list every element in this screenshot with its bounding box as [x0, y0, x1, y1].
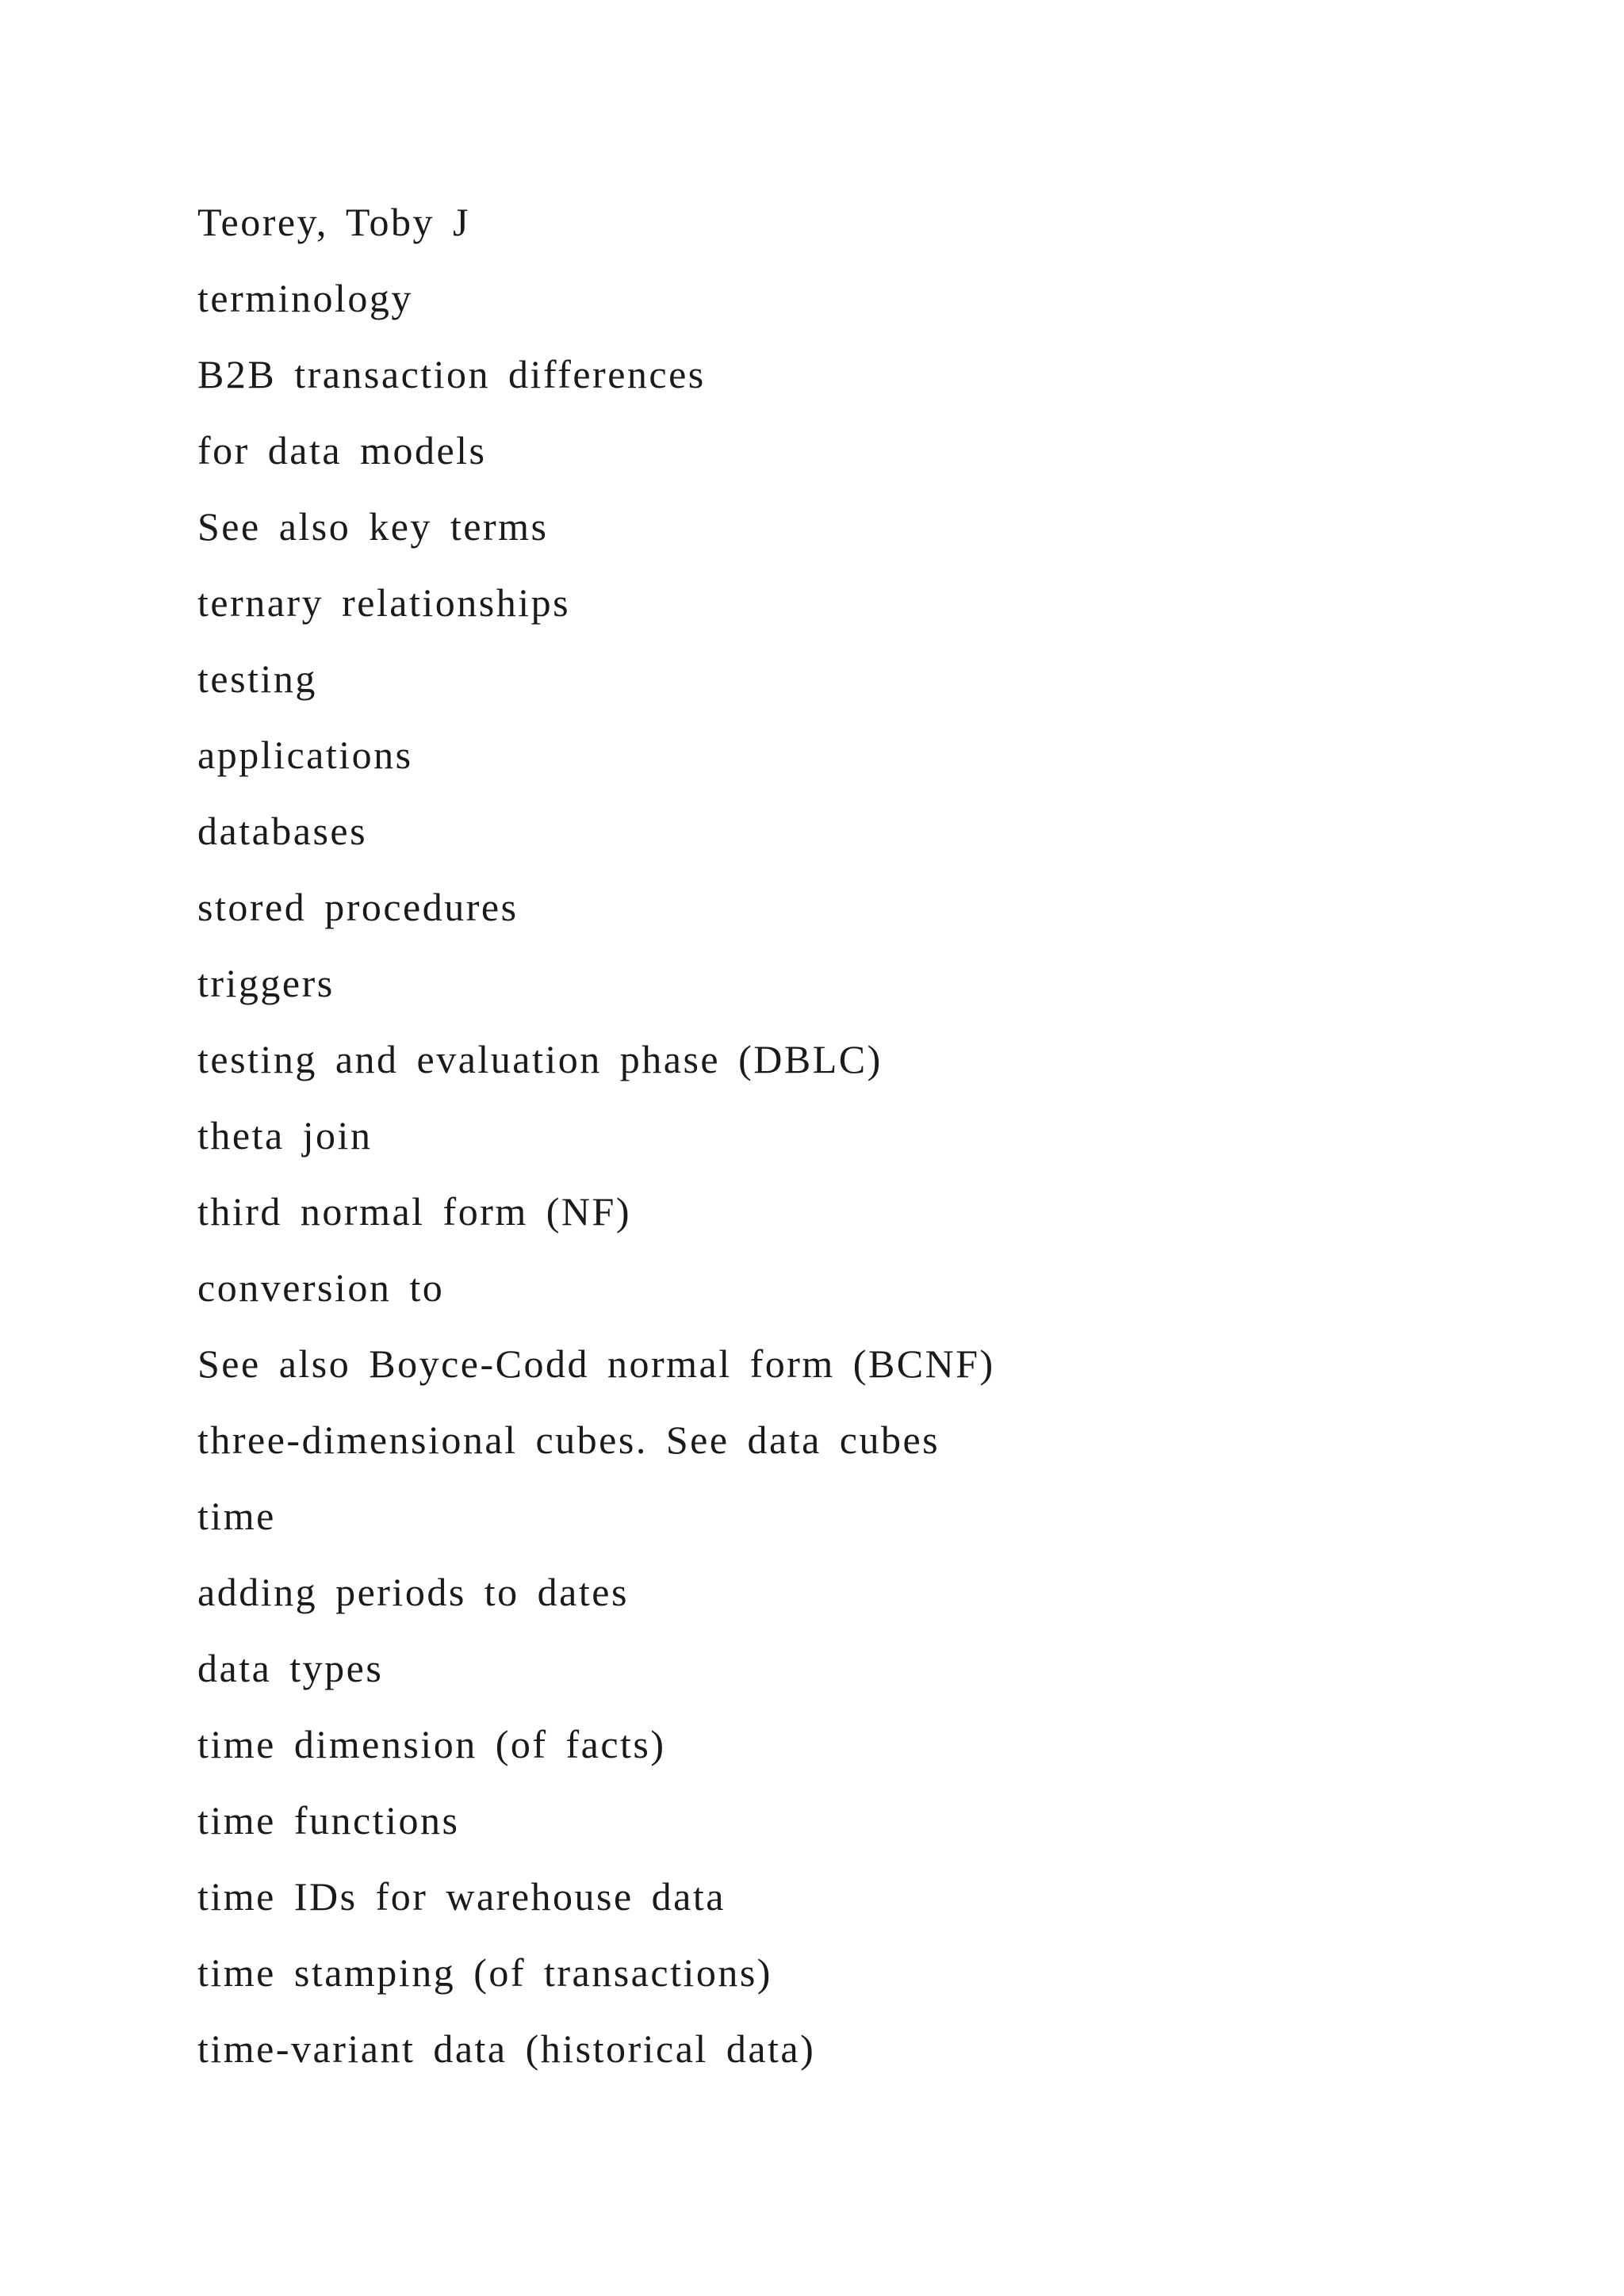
index-entry: adding periods to dates [197, 1570, 629, 1614]
index-entry-list [197, 193, 995, 2096]
index-entry: theta join [197, 1113, 373, 1158]
index-entry: time stamping (of transactions) [197, 1950, 772, 1995]
index-entry: time [197, 1494, 276, 1538]
index-entry: time-variant data (historical data) [197, 2026, 816, 2071]
index-entry: stored procedures [197, 885, 519, 929]
index-entry: testing [197, 656, 317, 701]
index-entry: B2B transaction differences [197, 352, 706, 396]
index-entry: conversion to [197, 1265, 445, 1310]
index-entry: testing and evaluation phase (DBLC) [197, 1037, 883, 1081]
index-entry: for data models [197, 428, 487, 473]
index-entry: data types [197, 1646, 384, 1690]
index-entry: time functions [197, 1798, 460, 1843]
index-entry: Teorey, Toby J [197, 200, 470, 244]
index-entry: applications [197, 733, 413, 777]
index-entry: time IDs for warehouse data [197, 1874, 726, 1919]
index-entry: ternary relationships [197, 580, 571, 625]
index-entry: See also key terms [197, 504, 549, 549]
index-entry: third normal form (NF) [197, 1189, 631, 1234]
index-entry: three-dimensional cubes. See data cubes [197, 1418, 940, 1462]
index-entry: databases [197, 809, 368, 853]
index-entry: terminology [197, 276, 413, 320]
index-entry: triggers [197, 961, 335, 1005]
index-entry: See also Boyce-Codd normal form (BCNF) [197, 1341, 995, 1386]
index-entry: time dimension (of facts) [197, 1722, 666, 1766]
